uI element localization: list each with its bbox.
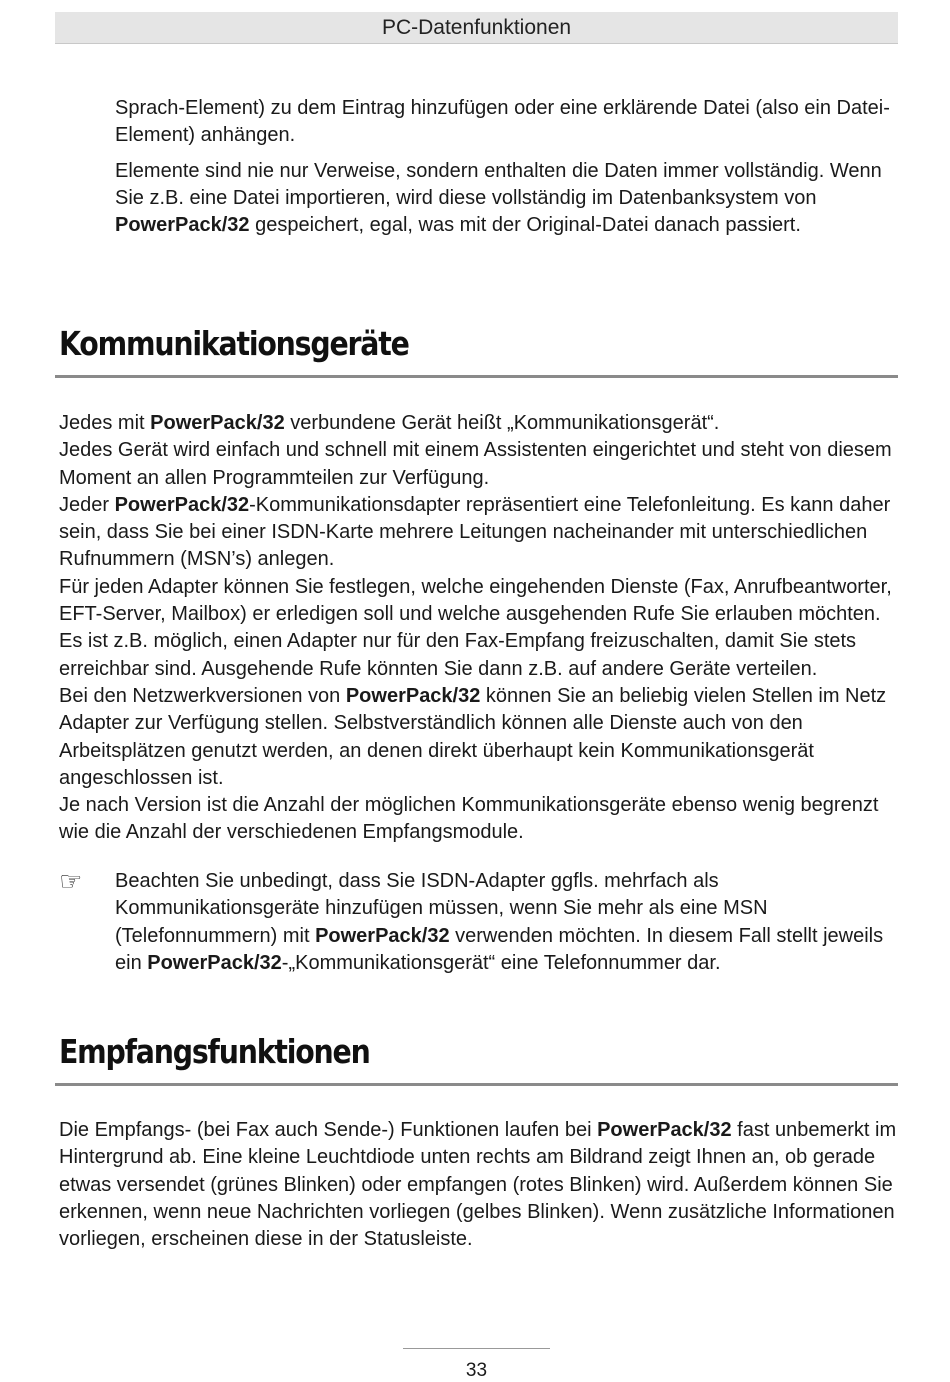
text-span: fast unbemerkt im Hintergrund ab. Eine kleine Leuchtdiode unten rechts am Bildrand zeigt Ihnen an, ob gerade etwas versendet (grünes Blinken) oder empfangen (rotes Blinken) wird. Außerdem können Sie erkennen, wenn neue Nachrichten vorliegen (gelbes Blinken). Wenn zusätzliche Informationen vorliegen, erscheinen diese in der Statusleiste. [59,1119,897,1251]
brand-name: PowerPack/32 [115,214,250,237]
intro-paragraph-2 [115,158,890,240]
footer-rule [403,1348,550,1349]
paragraph: Je nach Version ist die Anzahl der möglichen Kommunikationsgeräte ebenso wenig begrenzt wie die Anzahl der verschiedenen Empfangsmodule. [59,794,879,844]
text-span: -Kommunikationsdapter repräsentiert eine Telefonleitung. Es kann daher sein, dass Sie bei einer ISDN-Karte mehrere Leitungen nacheinander mit unterschiedlichen Rufnummern (MSN’s) anlegen. [59,493,891,571]
heading-rule [55,1083,898,1086]
text-span: Bei den Netzwerkversionen von [59,684,346,707]
note-text [115,868,899,977]
paragraph [59,1117,899,1253]
page-number: 33 [465,1360,488,1381]
brand-name: PowerPack/32 [597,1119,732,1141]
paragraph [59,410,899,437]
text-span: Die Empfangs- (bei Fax auch Sende-) Funktionen laufen bei [59,1119,598,1141]
text-span: Jedes mit [59,412,151,434]
text-span: -„Kommunikationsgerät“ eine Telefonnummer dar. [281,951,721,974]
intro-paragraph-1: Sprach-Element) zu dem Eintrag hinzufügen oder eine erklärende Datei (also ein Datei-Element) anhängen. [115,97,890,147]
text-span: verbundene Gerät heißt „Kommunikationsgerät“. [284,412,720,434]
text-span: verwenden möchten. In diesem Fall stellt jeweils ein [115,924,884,974]
text-span: Jeder [59,493,115,516]
running-header [55,12,898,44]
paragraph: Für jeden Adapter können Sie festlegen, welche eingehenden Dienste (Fax, Anrufbeantworter, EFT-Server, Mailbox) er erledigen soll und welche ausgehenden Rufe Sie erlauben möchten. Es ist z.B. möglich, einen Adapter nur für den Fax-Empfang freizuschalten, damit Sie stets erreichbar sind. Ausgehende Rufe könnten Sie dann z.B. auf andere Geräte verteilen. [59,575,892,680]
section-heading-kommunikationsgeraete: Kommunikationsgeräte [59,324,409,363]
brand-name: PowerPack/32 [114,493,250,516]
paragraph [59,492,899,574]
header-title: PC-Datenfunktionen [381,16,572,39]
text-span: können Sie an beliebig vielen Stellen im Netz Adapter zur Verfügung stellen. Selbstverständlich können alle Dienste auch von den Arbeitsplätzen genutzt werden, an denen direkt überhaupt kein Kommunikationsgerät angeschlossen ist. [59,684,887,789]
brand-name: PowerPack/32 [345,684,481,707]
brand-name: PowerPack/32 [150,412,285,434]
brand-name: PowerPack/32 [315,924,450,947]
section-1-text [59,410,899,847]
paragraph: Jedes Gerät wird einfach und schnell mit einem Assistenten eingerichtet und steht von diesem Moment an allen Programmteilen zur Verfügung. [59,439,892,489]
note-block [59,868,899,977]
pointing-hand-icon: ☞ [59,866,83,896]
heading-rule [55,375,898,378]
paragraph [59,683,899,792]
text-span: gespeichert, egal, was mit der Original-Datei danach passiert. [249,214,801,237]
text-span: Elemente sind nie nur Verweise, sondern enthalten die Daten immer vollständig. Wenn Sie z.B. eine Datei importieren, wird diese vollständig im Datenbanksystem von [115,159,882,209]
intro-text [115,95,890,239]
section-2-text [59,1117,899,1253]
text-span: Beachten Sie unbedingt, dass Sie ISDN-Adapter ggfls. mehrfach als Kommunikationsgeräte hinzufügen müssen, wenn Sie mehr als eine MSN (Telefonnummern) mit [115,870,768,947]
section-heading-empfangsfunktionen: Empfangsfunktionen [59,1032,370,1071]
brand-name: PowerPack/32 [147,951,282,974]
